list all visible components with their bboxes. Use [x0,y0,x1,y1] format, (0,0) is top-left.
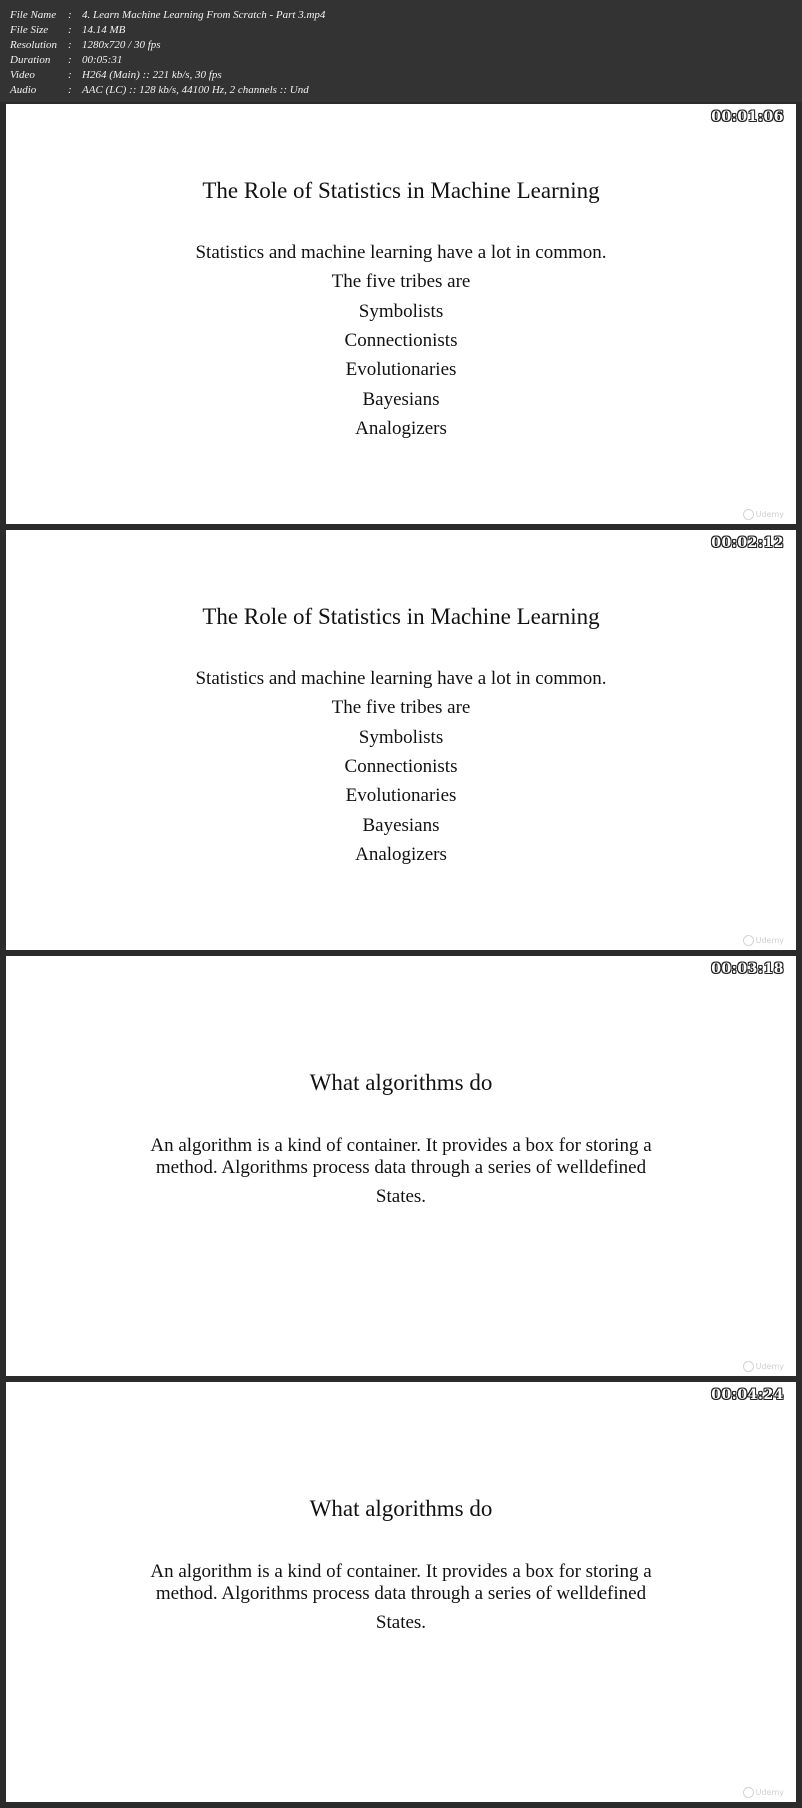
slide-line: Bayesians [362,815,440,836]
watermark-text: Udemy [755,1362,784,1371]
info-separator: : [68,9,72,21]
video-frame-3 [6,956,796,1376]
info-value: 4. Learn Machine Learning From Scratch - Part 3.mp4 [82,9,326,21]
frame-timestamp: 00:03:18 [711,961,784,977]
slide-line: Symbolists [358,301,444,322]
video-frame-2 [6,530,796,950]
slide-line: The five tribes are [331,697,471,718]
frame-timestamp: 00:02:12 [711,535,784,551]
slide-line: Statistics and machine learning have a lot in common. [195,668,607,689]
slide-line: Bayesians [362,389,440,410]
udemy-logo-icon [743,1787,754,1798]
slide-line: Connectionists [344,756,458,777]
info-key: Resolution [10,39,58,51]
slide-title: What algorithms do [309,1070,493,1095]
info-separator: : [68,39,72,51]
info-key: Video [10,69,35,81]
video-frame-4 [6,1382,796,1802]
info-value: H264 (Main) :: 221 kb/s, 30 fps [82,69,222,81]
slide-line: Analogizers [355,418,447,439]
watermark [743,509,784,520]
file-info-header [0,0,802,102]
watermark [743,1787,784,1798]
info-separator: : [68,24,72,36]
info-separator: : [68,54,72,66]
slide-line: The five tribes are [331,271,471,292]
udemy-logo-icon [743,1361,754,1372]
video-frame-1 [6,104,796,524]
slide-title: What algorithms do [309,1496,493,1521]
slide-line: Statistics and machine learning have a lot in common. [195,242,607,263]
info-key: Duration [10,54,51,66]
slide-title: The Role of Statistics in Machine Learning [202,604,600,629]
slide-line: Symbolists [358,727,444,748]
slide-line: An algorithm is a kind of container. It provides a box for storing a [150,1135,652,1156]
info-value: 14.14 MB [82,24,126,36]
slide-line: States. [375,1612,427,1633]
slide-line: States. [375,1186,427,1207]
slide-line: Evolutionaries [345,359,457,380]
info-separator: : [68,84,72,96]
watermark-text: Udemy [755,510,784,519]
info-value: 00:05:31 [82,54,123,66]
watermark-text: Udemy [755,1788,784,1797]
info-value: 1280x720 / 30 fps [82,39,161,51]
slide-line: Connectionists [344,330,458,351]
slide-line: Analogizers [355,844,447,865]
udemy-logo-icon [743,935,754,946]
slide-line: An algorithm is a kind of container. It provides a box for storing a [150,1561,652,1582]
watermark-text: Udemy [755,936,784,945]
frame-timestamp: 00:04:24 [711,1387,784,1403]
udemy-logo-icon [743,509,754,520]
frame-timestamp: 00:01:06 [711,109,784,125]
info-key: File Name [10,9,57,21]
info-separator: : [68,69,72,81]
slide-line: method. Algorithms process data through a series of welldefined [155,1157,647,1178]
slide-line: method. Algorithms process data through a series of welldefined [155,1583,647,1604]
slide-title: The Role of Statistics in Machine Learning [202,178,600,203]
slide-line: Evolutionaries [345,785,457,806]
watermark [743,935,784,946]
info-value: AAC (LC) :: 128 kb/s, 44100 Hz, 2 channels :: Und [82,84,309,96]
info-key: Audio [10,84,37,96]
watermark [743,1361,784,1372]
info-key: File Size [10,24,49,36]
